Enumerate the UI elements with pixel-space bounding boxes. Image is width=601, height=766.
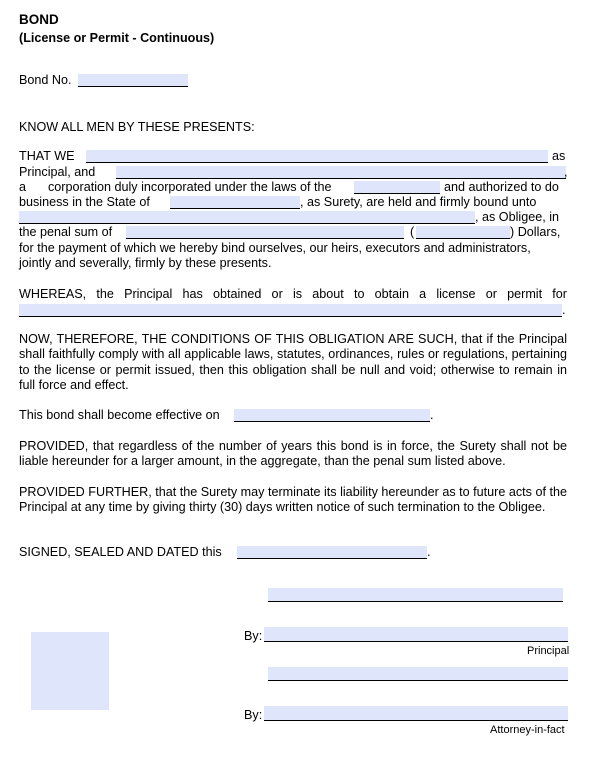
penal-sum-label: the penal sum of [19, 225, 113, 239]
corporation-text: corporation duly incorporated under the laws of the [48, 180, 332, 194]
page-title: BOND [19, 12, 59, 27]
principal-name-sig-field[interactable] [268, 588, 563, 602]
penal-sum-words-field[interactable] [126, 226, 404, 239]
attorney-signature-field[interactable] [264, 706, 568, 721]
payment-line-1: for the payment of which we hereby bind ourselves, our heirs, executors and administrators, [19, 241, 531, 255]
business-state-field[interactable] [170, 196, 300, 209]
business-state-label: business in the State of [19, 195, 150, 209]
page-subtitle: (License or Permit - Continuous) [19, 31, 215, 45]
penal-sum-amount-field[interactable] [416, 226, 510, 239]
effective-label: This bond shall become effective on [19, 408, 220, 422]
payment-line-2: jointly and severally, firmly by these presents. [19, 256, 272, 270]
intro-text: KNOW ALL MEN BY THESE PRESENTS: [19, 120, 255, 134]
whereas-period: . [562, 303, 566, 317]
open-paren: ( [410, 225, 415, 239]
effective-period: . [430, 408, 434, 422]
signed-period: . [427, 545, 431, 559]
incorporation-state-field[interactable] [354, 181, 440, 194]
provided-further-paragraph: PROVIDED FURTHER, that the Surety may terminate its liability hereunder as to future acts of the Principal at any time by giving thirty (30) days written notice of such termination to the Obligee. [19, 485, 567, 515]
now-therefore-paragraph: NOW, THEREFORE, THE CONDITIONS OF THIS OBLIGATION ARE SUCH, that if the Principal shall faithfully comply with all applicable laws, statutes, ordinances, rules or regulations, pertaining to the license or permit issued, then this obligation shall be null and void; otherwise to remain in full force and effect. [19, 332, 567, 392]
surety-name-sig-field[interactable] [268, 667, 568, 681]
as-obligee-text: , as Obligee, in [475, 210, 560, 224]
license-permit-field[interactable] [19, 304, 562, 317]
comma-text: , [564, 165, 568, 179]
principal-name-field[interactable] [86, 150, 548, 163]
whereas-text: WHEREAS, the Principal has obtained or is about to obtain a license or permit for [19, 287, 567, 301]
attorney-caption: Attorney-in-fact [490, 724, 565, 736]
that-we-label: THAT WE [19, 149, 75, 163]
obligee-field[interactable] [19, 211, 475, 224]
a-text: a [19, 180, 27, 194]
authorized-text: and authorized to do [444, 180, 559, 194]
as-label: as [552, 149, 566, 163]
signed-date-field[interactable] [237, 546, 427, 559]
surety-name-field[interactable] [116, 166, 566, 179]
bond-no-field[interactable] [78, 74, 188, 87]
as-surety-text: , as Surety, are held and firmly bound unto [300, 195, 537, 209]
signed-label: SIGNED, SEALED AND DATED this [19, 545, 222, 559]
seal-area[interactable] [31, 632, 109, 710]
principal-and-label: Principal, and [19, 165, 96, 179]
provided-paragraph: PROVIDED, that regardless of the number of years this bond is in force, the Surety shall not be liable hereunder for a larger amount, in the aggregate, than the penal sum listed above. [19, 439, 567, 469]
principal-caption: Principal [527, 645, 570, 657]
by-label-attorney: By: [244, 708, 263, 722]
dollars-text: ) Dollars, [510, 225, 561, 239]
bond-no-label: Bond No. [19, 73, 72, 87]
by-label-principal: By: [244, 629, 263, 643]
effective-date-field[interactable] [234, 409, 430, 422]
principal-signature-field[interactable] [264, 627, 568, 642]
